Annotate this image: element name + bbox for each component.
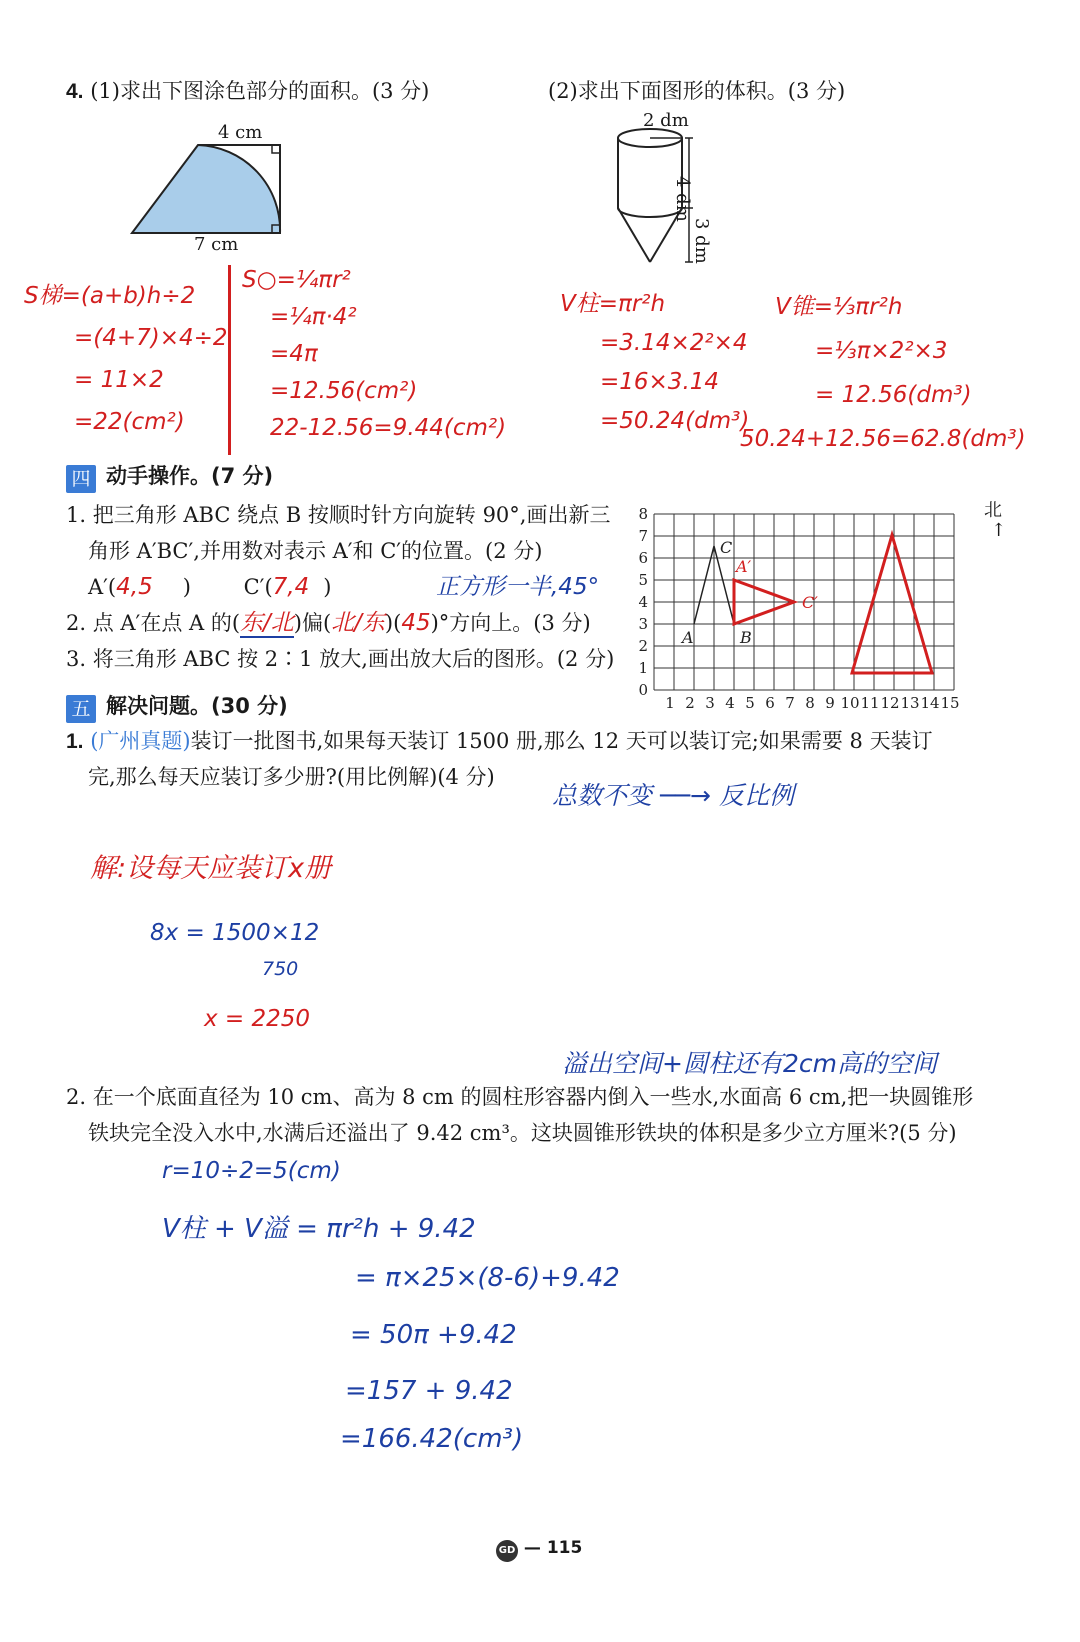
q1-work-cancel: 750 bbox=[262, 958, 299, 980]
y-tick-label: 2 bbox=[638, 637, 648, 655]
q4-work-cone: V锥=⅓πr²h =⅓π×2²×3 = 12.56(dm³) 50.24+12.56=62.8(dm³) bbox=[740, 294, 1026, 452]
sec4-q1-line1: 1. 把三角形 ABC 绕点 B 按顺时针方向旋转 90°,画出新三 bbox=[66, 503, 611, 527]
sec4-q2: 2. 点 A′在点 A 的(东/北)偏(北/东)(45)°方向上。(3 分) bbox=[66, 610, 591, 636]
x-tick-label: 4 bbox=[725, 694, 735, 712]
north-arrow-icon: ↑ bbox=[991, 520, 1007, 541]
q4-part1-prompt bbox=[66, 76, 429, 107]
section4-title: 动手操作。(7 分) bbox=[106, 464, 274, 488]
section5-number-badge: 五 bbox=[66, 695, 96, 723]
y-tick-label: 0 bbox=[638, 681, 648, 699]
coordinate-grid bbox=[636, 498, 996, 722]
q4-part2-text: (2)求出下面图形的体积。(3 分) bbox=[548, 79, 846, 103]
q2-note: 溢出空间+圆柱还有2cm高的空间 bbox=[562, 1049, 937, 1078]
q2-answer-1: 东/北 bbox=[240, 610, 294, 636]
q4-part1-text: (1)求出下图涂色部分的面积。(3 分) bbox=[90, 79, 430, 103]
x-tick-label: 1 bbox=[665, 694, 675, 712]
q2-answer-2: 北/东 bbox=[331, 610, 385, 636]
x-tick-label: 7 bbox=[785, 694, 795, 712]
q4-work-trapezoid: S梯=(a+b)h÷2 =(4+7)×4÷2 = 11×2 =22(cm²) bbox=[24, 283, 228, 435]
x-tick-label: 8 bbox=[805, 694, 815, 712]
y-tick-label: 8 bbox=[638, 505, 648, 523]
page-number: — 115 bbox=[523, 1538, 583, 1558]
x-tick-label: 9 bbox=[825, 694, 835, 712]
section5-title: 解决问题。(30 分) bbox=[106, 694, 288, 718]
y-tick-label: 3 bbox=[638, 615, 648, 633]
x-tick-label: 12 bbox=[880, 694, 900, 712]
q1-work-eq: 8x = 1500×12 bbox=[150, 920, 320, 946]
fig1-top-label: 4 cm bbox=[218, 122, 263, 143]
y-tick-label: 4 bbox=[638, 593, 648, 611]
fig2-side2-label: 3 dm bbox=[691, 218, 712, 264]
sec5-q1-line1: 1. (广州真题)装订一批图书,如果每天装订 1500 册,那么 12 天可以装订完;如果需要 8 天装订 bbox=[66, 729, 933, 753]
y-tick-label: 5 bbox=[638, 571, 648, 589]
sec4-note: 正方形一半,45° bbox=[436, 574, 600, 600]
y-tick-label: 7 bbox=[638, 527, 648, 545]
x-tick-label: 2 bbox=[685, 694, 695, 712]
q4-part2-prompt bbox=[548, 76, 845, 106]
sec4-q3: 3. 将三角形 ABC 按 2∶1 放大,画出放大后的图形。(2 分) bbox=[66, 647, 615, 671]
c-prime-answer: 7,4 bbox=[272, 574, 310, 600]
publisher-badge: GD bbox=[496, 1540, 518, 1562]
sec5-q1-line2: 完,那么每天应装订多少册?(用比例解)(4 分) bbox=[88, 765, 495, 789]
q2-work-answer: =166.42(cm³) bbox=[340, 1424, 524, 1454]
x-tick-label: 14 bbox=[920, 694, 940, 712]
section5-header bbox=[66, 690, 288, 723]
q4-work-cylinder: V柱=πr²h =3.14×2²×4 =16×3.14 =50.24(dm³) bbox=[560, 291, 750, 434]
x-tick-label: 6 bbox=[765, 694, 775, 712]
q4-work-sector: S○=¼πr² =¼π·4² =4π =12.56(cm²) 22-12.56=9.44(cm²) bbox=[242, 267, 507, 441]
sec4-q1-line2: 角形 A′BC′,并用数对表示 A′和 C′的位置。(2 分) bbox=[88, 539, 543, 563]
q2-work-setup: V柱 + V溢 = πr²h + 9.42 bbox=[162, 1214, 476, 1244]
page-footer bbox=[496, 1538, 582, 1562]
x-tick-label: 3 bbox=[705, 694, 715, 712]
q2-work-step2: = 50π +9.42 bbox=[350, 1320, 517, 1350]
point-b-label: B bbox=[740, 628, 752, 647]
red-divider bbox=[228, 265, 231, 455]
x-tick-label: 13 bbox=[900, 694, 920, 712]
x-tick-label: 10 bbox=[840, 694, 860, 712]
a-prime-answer: 4,5 bbox=[116, 574, 153, 600]
shaded-region bbox=[132, 145, 280, 233]
section4-header bbox=[66, 460, 273, 493]
x-tick-label: 15 bbox=[940, 694, 960, 712]
point-c-label: C bbox=[720, 538, 733, 557]
sec5-q2-line2: 铁块完全没入水中,水满后还溢出了 9.42 cm³。这块圆锥形铁块的体积是多少立方厘米?(5 分) bbox=[88, 1121, 957, 1145]
q1-work-answer: x = 2250 bbox=[204, 1006, 311, 1032]
sec5-q2-line1: 2. 在一个底面直径为 10 cm、高为 8 cm 的圆柱形容器内倒入一些水,水面高 6 cm,把一块圆锥形 bbox=[66, 1085, 974, 1109]
q1-note: 总数不变 ──→ 反比例 bbox=[552, 781, 794, 810]
triangle-enlarged bbox=[852, 535, 932, 673]
q2-work-radius: r=10÷2=5(cm) bbox=[162, 1158, 341, 1184]
sec4-q1-answers: A′(4,5 ) C′(7,4 ) bbox=[88, 574, 332, 600]
q4-number: 4. bbox=[66, 80, 84, 103]
y-tick-label: 6 bbox=[638, 549, 648, 567]
q1-source-tag: (广州真题) bbox=[90, 729, 191, 753]
q2-work-step1: = π×25×(8-6)+9.42 bbox=[355, 1263, 620, 1293]
fig1-bottom-label: 7 cm bbox=[194, 234, 239, 255]
north-label: 北 bbox=[984, 500, 1002, 521]
point-a-label: A bbox=[682, 628, 694, 647]
point-a-prime-label: A′ bbox=[736, 557, 752, 576]
fig2-top-label: 2 dm bbox=[643, 110, 689, 131]
q2-work-step3: =157 + 9.42 bbox=[345, 1376, 513, 1406]
x-tick-label: 5 bbox=[745, 694, 755, 712]
section4-number-badge: 四 bbox=[66, 465, 96, 493]
fig2-side1-label: 4 dm bbox=[672, 176, 693, 222]
q1-work-let: 解:设每天应装订x册 bbox=[90, 853, 332, 884]
point-c-prime-label: C′ bbox=[802, 593, 818, 612]
q2-answer-3: 45 bbox=[401, 610, 431, 636]
x-tick-label: 11 bbox=[860, 694, 880, 712]
y-tick-label: 1 bbox=[638, 659, 648, 677]
